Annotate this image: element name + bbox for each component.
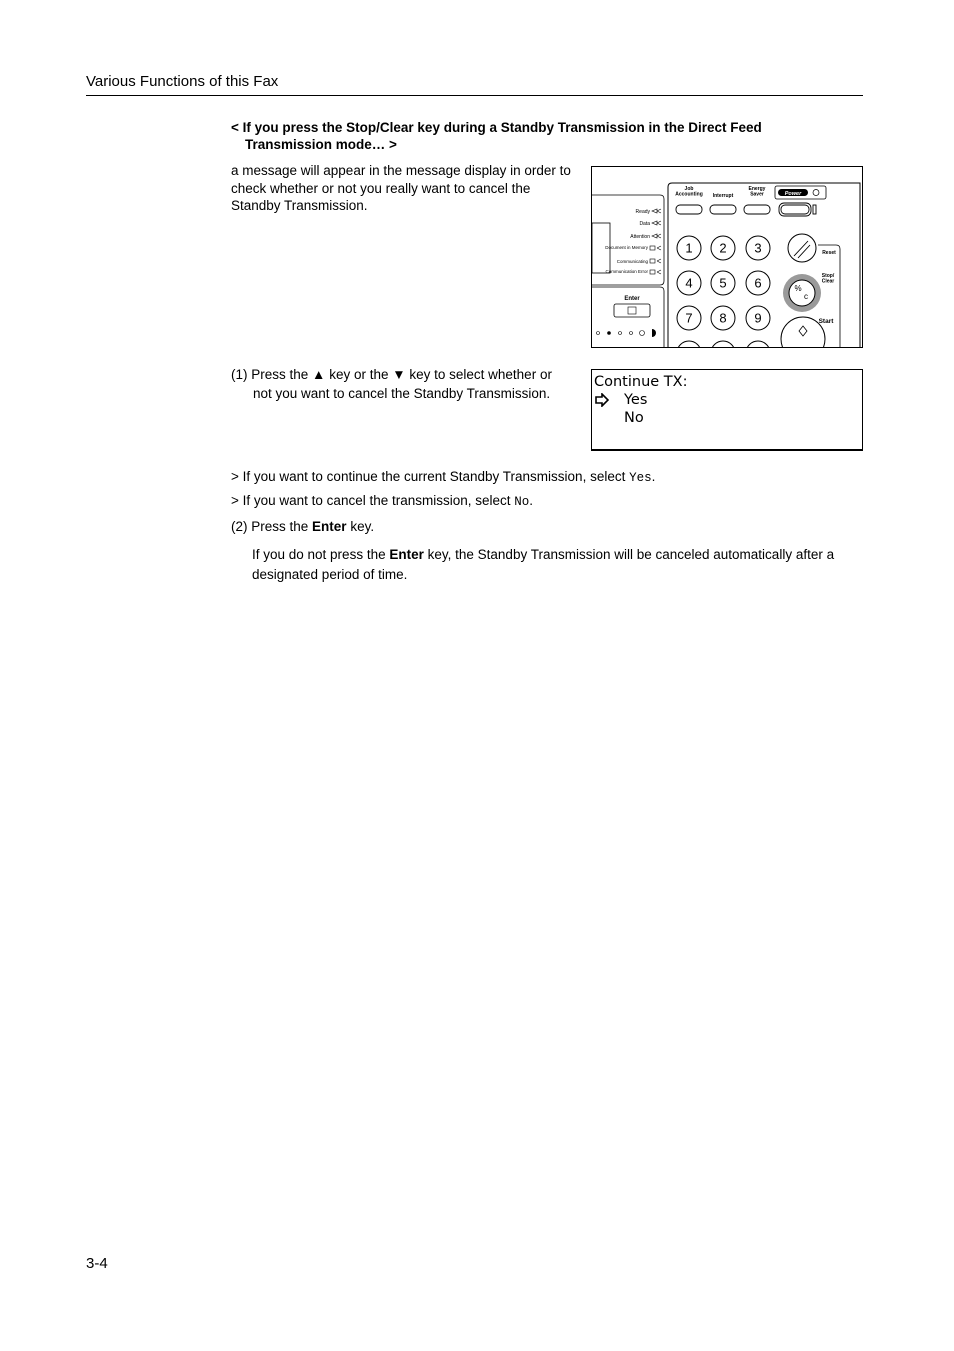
job-accounting-label: Job Accounting — [675, 186, 703, 198]
svg-text:4: 4 — [685, 275, 693, 291]
step-2-suffix: key. — [350, 519, 375, 534]
svg-text:8: 8 — [719, 310, 727, 326]
keypad-key-3 — [746, 236, 770, 260]
svg-text:1: 1 — [685, 240, 693, 256]
stop-clear-label: Stop/ Clear — [821, 273, 835, 285]
page-number: 3-4 — [86, 1255, 108, 1272]
bullet-continue — [231, 469, 655, 485]
reset-label: Reset — [822, 250, 836, 256]
lcd-option-no[interactable]: No — [624, 410, 644, 426]
svg-text:5: 5 — [719, 275, 727, 291]
lcd-title: Continue TX: — [594, 374, 688, 390]
indicator-ready: Ready — [635, 209, 650, 215]
indicator-attention: Attention — [630, 234, 650, 240]
keypad-key-1 — [677, 236, 701, 260]
enter-key-label: Enter — [624, 296, 640, 302]
header-rule — [86, 95, 863, 96]
function-dot-indicators — [597, 329, 657, 337]
keypad-key-2 — [711, 236, 735, 260]
keypad-key-5 — [711, 271, 735, 295]
bullet-cancel-value: No — [514, 495, 530, 509]
indicator-data: Data — [639, 221, 650, 227]
bullet-cancel-text: > If you want to cancel the transmission, select — [231, 493, 511, 508]
arrow-right-icon — [595, 393, 609, 407]
stop-clear-key — [783, 274, 821, 312]
keypad-key-9 — [746, 306, 770, 330]
indicator-communication-error: Communication Error — [605, 269, 648, 274]
down-arrow-key-icon: ▼ — [392, 367, 406, 382]
note-suffix: key, the Standby Transmission will be canceled automatically after a designated period of time. — [252, 547, 835, 582]
bullet-cancel-end: . — [529, 493, 534, 508]
indicator-document-in-memory: Document in Memory — [605, 245, 648, 250]
message-display — [591, 369, 863, 451]
energy-saver-key — [744, 205, 770, 214]
intro-paragraph: a message will appear in the message display in order to check whether or not you really want to cancel the Standby Transmission. — [231, 163, 571, 213]
keypad-key-partial — [677, 341, 701, 348]
timeout-note — [252, 545, 867, 584]
step-1-instruction — [231, 365, 583, 403]
keypad-key-8 — [711, 306, 735, 330]
note-prefix: If you do not press the — [252, 547, 386, 562]
up-arrow-key-icon: ▲ — [312, 367, 326, 382]
heading-line-2: Transmission mode… > — [245, 137, 397, 152]
svg-text:2: 2 — [719, 240, 727, 256]
svg-text:c: c — [804, 292, 808, 301]
energy-saver-label: Energy Saver — [748, 186, 766, 198]
keypad-key-4 — [677, 271, 701, 295]
bullet-continue-end: . — [651, 469, 656, 484]
interrupt-key — [710, 205, 736, 214]
numeric-keypad — [677, 236, 770, 348]
svg-text:%: % — [794, 284, 802, 293]
svg-text:7: 7 — [685, 310, 693, 326]
heading-line-1: < If you press the Stop/Clear key during a Standby Transmission in the Direct Feed — [231, 120, 762, 135]
enter-key — [614, 304, 650, 317]
step-1-suffix: key to select whether or — [409, 367, 552, 382]
keypad-key-7 — [677, 306, 701, 330]
svg-text:6: 6 — [754, 275, 762, 291]
step-1-continuation: not you want to cancel the Standby Transmission. — [253, 386, 551, 401]
operation-panel-illustration — [591, 166, 863, 348]
indicator-communicating: Communicating — [616, 259, 648, 264]
step-2-key: Enter — [312, 519, 347, 534]
lcd-option-yes[interactable]: Yes — [624, 392, 648, 408]
interrupt-label: Interrupt — [712, 193, 734, 199]
keypad-key-partial — [746, 341, 770, 348]
power-label: Power — [784, 191, 802, 197]
reset-key — [788, 234, 816, 262]
svg-text:3: 3 — [754, 240, 762, 256]
bullet-continue-text: > If you want to continue the current Standby Transmission, select — [231, 469, 626, 484]
keypad-key-6 — [746, 271, 770, 295]
keypad-key-partial — [711, 341, 735, 348]
section-heading — [231, 119, 831, 153]
bullet-cancel — [231, 493, 533, 509]
function-buttons — [676, 203, 816, 216]
running-header: Various Functions of this Fax — [86, 73, 279, 90]
note-key: Enter — [389, 547, 424, 562]
job-accounting-key — [676, 205, 702, 214]
power-icon — [813, 190, 819, 196]
indicator-led-icons — [650, 209, 661, 274]
indicator-labels — [605, 209, 650, 274]
step-1-prefix: (1) Press the — [231, 367, 309, 382]
step-2-prefix: (2) Press the — [231, 519, 309, 534]
step-1-middle: key or the — [329, 367, 389, 382]
bullet-continue-value: Yes — [629, 471, 652, 485]
start-label: Start — [818, 318, 834, 325]
svg-text:9: 9 — [754, 310, 762, 326]
step-2-instruction — [231, 519, 374, 534]
